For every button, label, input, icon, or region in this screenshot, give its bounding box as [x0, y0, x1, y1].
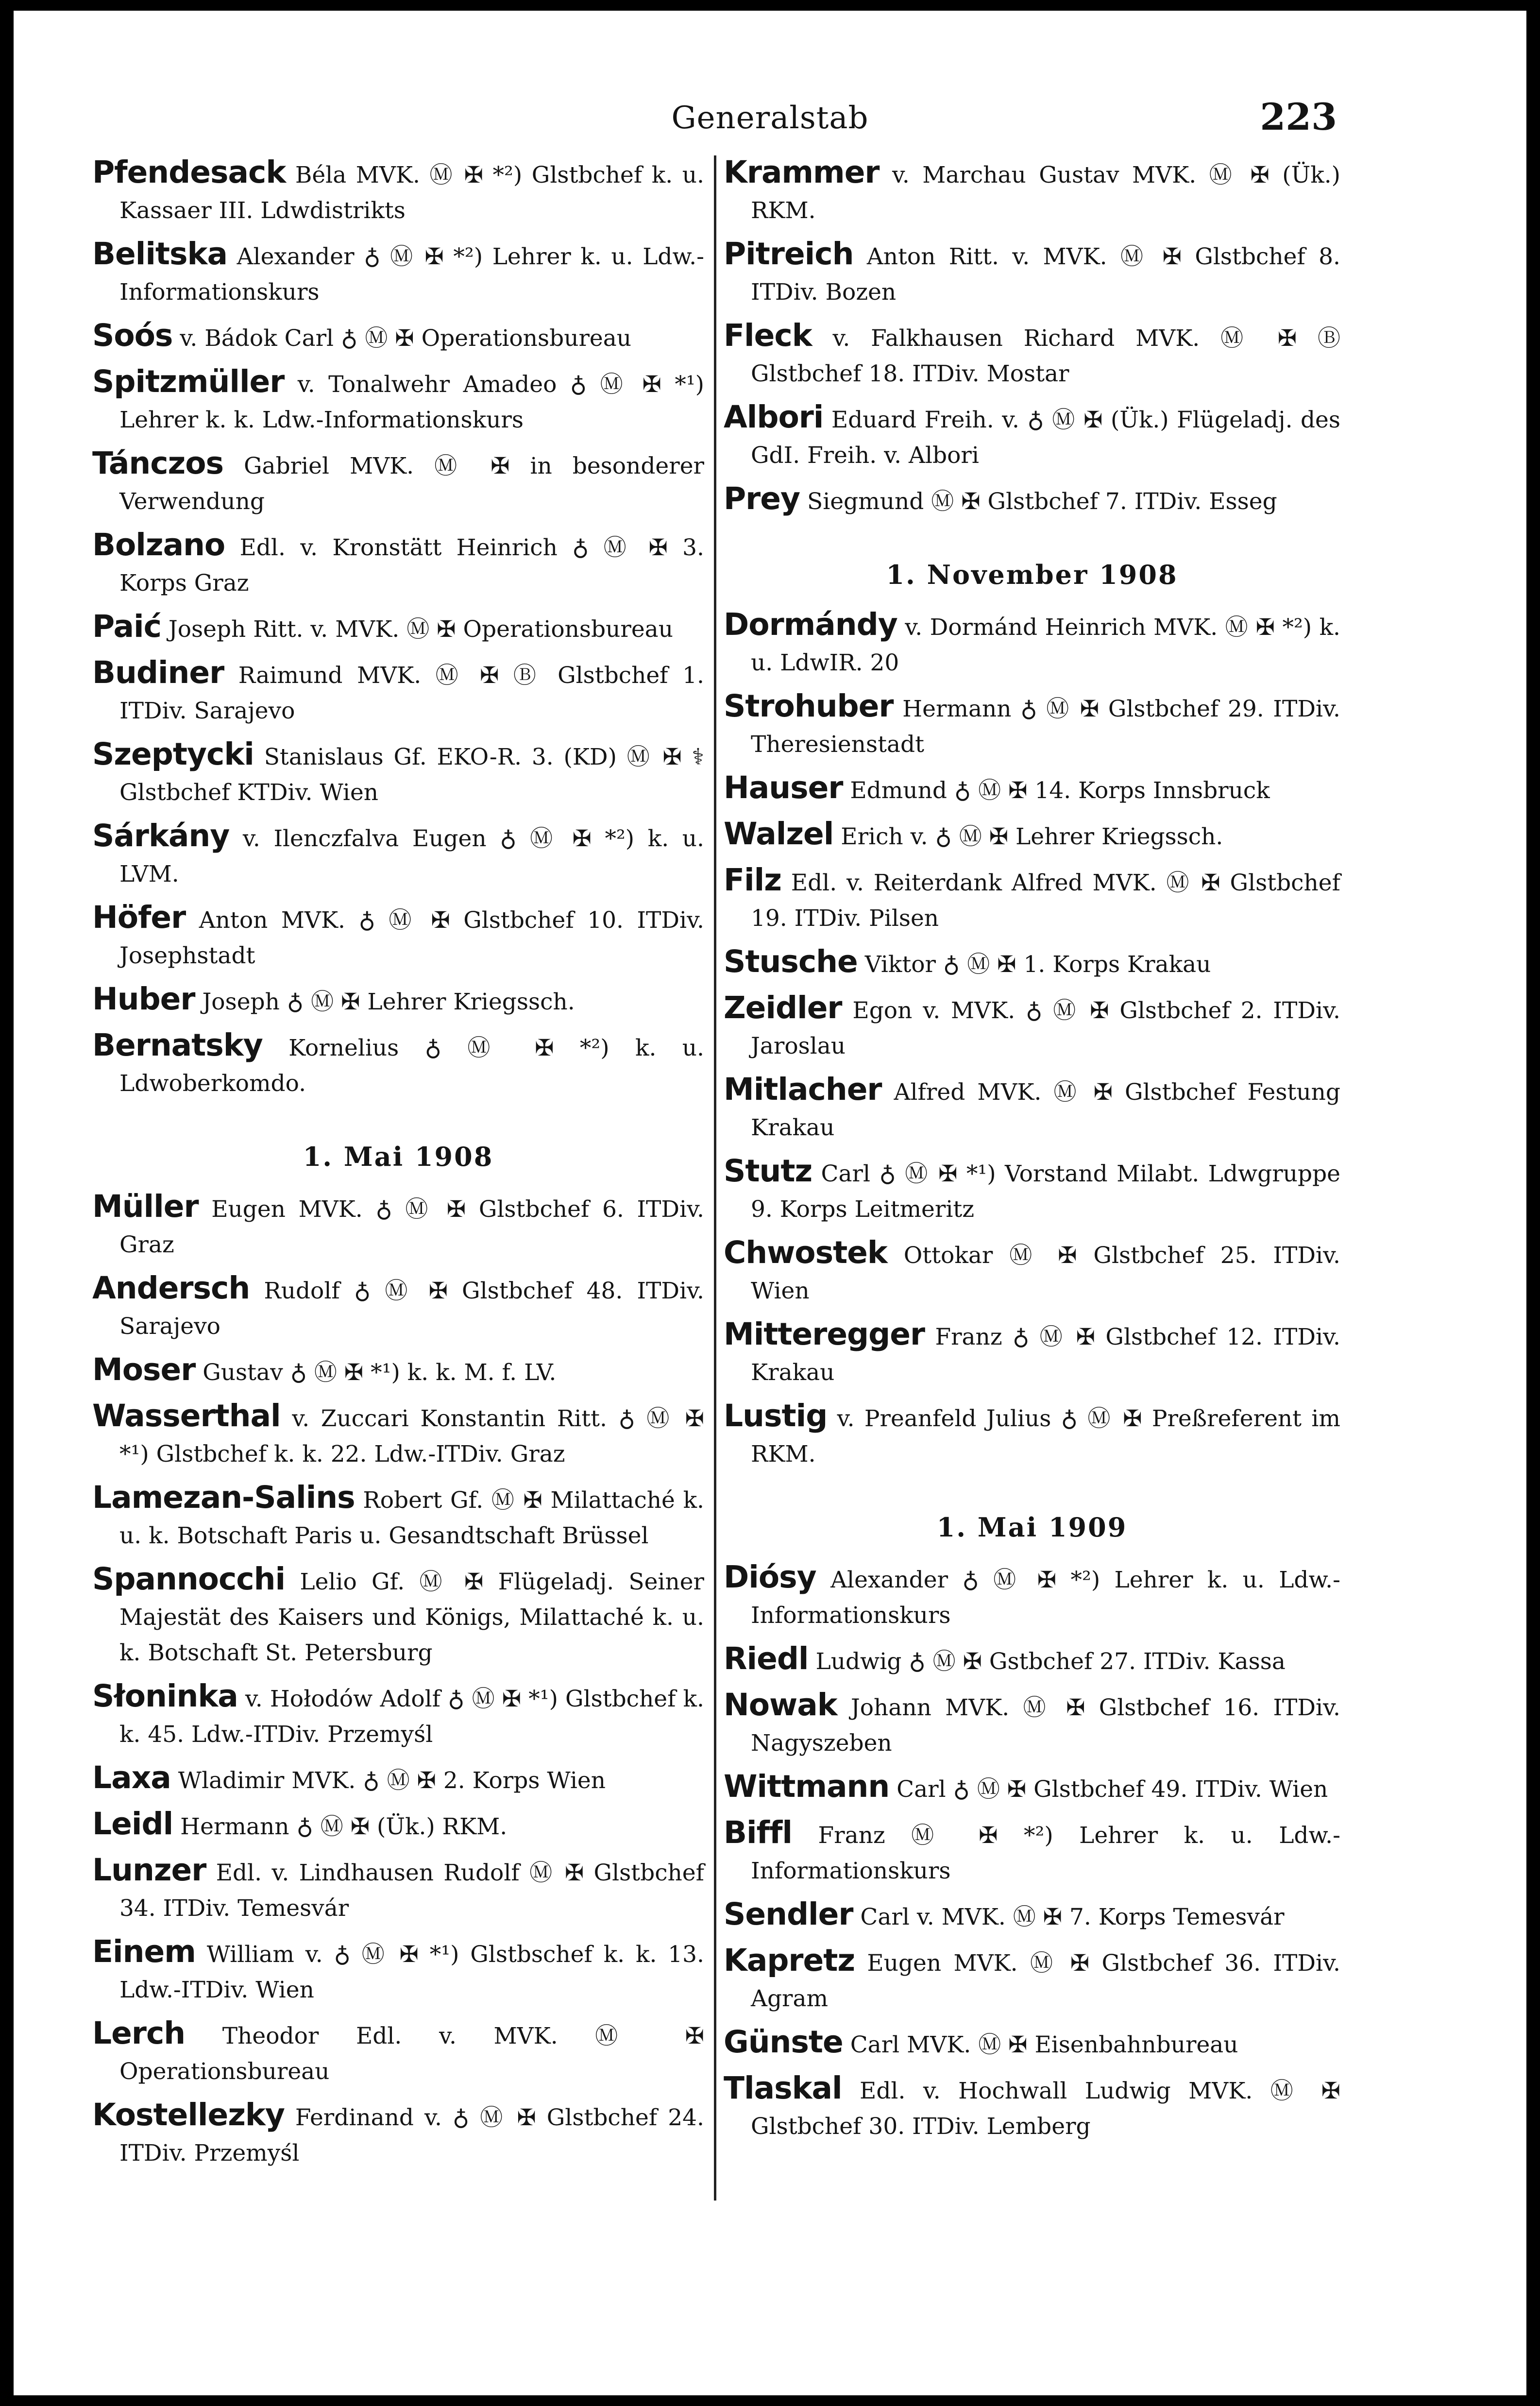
entry-surname: Fleck — [724, 318, 812, 353]
entry-details: Wladimir MVK. ♁ Ⓜ ✠ 2. Korps Wien — [178, 1767, 606, 1794]
entry-details: Franz Ⓜ ✠ *²) Lehrer k. u. Ldw.-Informationskurs — [751, 1822, 1340, 1884]
entry-details: Edl. v. Reiterdank Alfred MVK. Ⓜ ✠ Glstbchef 19. ITDiv. Pilsen — [751, 870, 1340, 932]
entry-surname: Moser — [92, 1352, 196, 1387]
roster-entry — [92, 1678, 704, 1752]
roster-entry — [92, 1852, 704, 1926]
roster-entry — [724, 1769, 1340, 1807]
entry-details: Anton MVK. ♁ Ⓜ ✠ Glstbchef 10. ITDiv. Josephstadt — [119, 907, 704, 969]
roster-entry — [92, 1352, 704, 1390]
roster-entry — [92, 609, 704, 647]
entry-surname: Spannocchi — [92, 1561, 286, 1597]
entry-details: Erich v. ♁ Ⓜ ✠ Lehrer Kriegssch. — [841, 823, 1223, 850]
entry-surname: Lamezan-Salins — [92, 1480, 355, 1515]
roster-entry — [92, 445, 704, 519]
roster-entry — [724, 154, 1340, 228]
roster-entry — [92, 1480, 704, 1553]
running-head: Generalstab — [671, 100, 869, 136]
roster-entry — [724, 399, 1340, 473]
entry-surname: Chwostek — [724, 1235, 887, 1270]
entry-details: v. Bádok Carl ♁ Ⓜ ✠ Operationsbureau — [180, 325, 632, 352]
roster-entry — [724, 1559, 1340, 1633]
entry-surname: Zeidler — [724, 990, 842, 1025]
entry-details: Johann MVK. Ⓜ ✠ Glstbchef 16. ITDiv. Nagyszeben — [751, 1694, 1340, 1757]
entry-details: Robert Gf. Ⓜ ✠ Milattaché k. u. k. Botschaft Paris u. Gesandtschaft Brüssel — [119, 1487, 704, 1549]
entry-surname: Tánczos — [92, 445, 224, 481]
entry-surname: Riedl — [724, 1641, 809, 1676]
roster-entry — [724, 1896, 1340, 1935]
entry-details: Lelio Gf. Ⓜ ✠ Flügeladj. Seiner Majestät des Kaisers und Königs, Milattaché k. u. k. Botschaft St. Petersburg — [119, 1569, 704, 1666]
roster-entry — [724, 1316, 1340, 1390]
entry-surname: Lunzer — [92, 1852, 206, 1888]
entry-details: v. Hołodów Adolf ♁ Ⓜ ✠ *¹) Glstbchef k. k. 45. Ldw.-ITDiv. Przemyśl — [119, 1686, 704, 1748]
entry-surname: Prey — [724, 481, 800, 516]
roster-entry — [724, 1072, 1340, 1145]
entry-surname: Kostellezky — [92, 2097, 285, 2133]
entry-details: Eduard Freih. v. ♁ Ⓜ ✠ (Ük.) Flügeladj. des GdI. Freih. v. Albori — [751, 407, 1340, 469]
entry-details: Alexander ♁ Ⓜ ✠ *²) Lehrer k. u. Ldw.-Informationskurs — [119, 243, 704, 306]
entry-details: William v. ♁ Ⓜ ✠ *¹) Glstbschef k. k. 13. Ldw.-ITDiv. Wien — [119, 1941, 704, 2003]
entry-details: Joseph Ritt. v. MVK. Ⓜ ✠ Operationsbureau — [168, 616, 673, 643]
entry-surname: Soós — [92, 318, 173, 353]
roster-entry — [92, 318, 704, 356]
roster-entry — [724, 2024, 1340, 2063]
entry-details: Franz ♁ Ⓜ ✠ Glstbchef 12. ITDiv. Krakau — [751, 1324, 1340, 1386]
entry-surname: Nowak — [724, 1687, 837, 1723]
entry-details: Gabriel MVK. Ⓜ ✠ in besonderer Verwendung — [119, 453, 704, 515]
roster-entry — [724, 236, 1340, 310]
entry-details: Edl. v. Hochwall Ludwig MVK. Ⓜ ✠ Glstbchef 30. ITDiv. Lemberg — [751, 2078, 1340, 2140]
entry-surname: Pfendesack — [92, 154, 286, 190]
roster-entry — [92, 1027, 704, 1101]
entry-details: Rudolf ♁ Ⓜ ✠ Glstbchef 48. ITDiv. Sarajevo — [119, 1278, 704, 1340]
roster-entry — [92, 1398, 704, 1472]
entry-details: v. Tonalwehr Amadeo ♁ Ⓜ ✠ *¹) Lehrer k. k. Ldw.-Informationskurs — [119, 371, 704, 433]
entry-surname: Szeptycki — [92, 736, 254, 772]
entry-surname: Spitzmüller — [92, 364, 285, 399]
roster-entry — [724, 1687, 1340, 1761]
entry-surname: Andersch — [92, 1270, 250, 1306]
entry-details: Raimund MVK. Ⓜ ✠ Ⓑ Glstbchef 1. ITDiv. Sarajevo — [119, 662, 704, 724]
section-heading: 1. Mai 1909 — [936, 1512, 1128, 1543]
entry-details: v. Dormánd Heinrich MVK. Ⓜ ✠ *²) k. u. LdwIR. 20 — [751, 614, 1340, 676]
entry-surname: Diósy — [724, 1559, 816, 1595]
entry-surname: Hauser — [724, 770, 843, 805]
roster-entry — [92, 736, 704, 810]
entry-surname: Leidl — [92, 1806, 173, 1842]
entry-surname: Pitreich — [724, 236, 854, 272]
roster-entry — [92, 1270, 704, 1344]
entry-surname: Dormándy — [724, 607, 897, 642]
entry-details: Ludwig ♁ Ⓜ ✠ Gstbchef 27. ITDiv. Kassa — [815, 1648, 1286, 1675]
entry-surname: Walzel — [724, 816, 834, 852]
entry-details: Hermann ♁ Ⓜ ✠ (Ük.) RKM. — [180, 1813, 508, 1840]
entry-surname: Mitteregger — [724, 1316, 925, 1352]
entry-details: Edl. v. Lindhausen Rudolf Ⓜ ✠ Glstbchef 34. ITDiv. Temesvár — [119, 1860, 704, 1922]
entry-details: Joseph ♁ Ⓜ ✠ Lehrer Kriegssch. — [202, 989, 575, 1015]
entry-surname: Wittmann — [724, 1769, 890, 1804]
entry-surname: Stusche — [724, 944, 858, 979]
entry-details: Eugen MVK. Ⓜ ✠ Glstbchef 36. ITDiv. Agram — [751, 1950, 1340, 2012]
roster-entry — [724, 990, 1340, 1064]
entry-details: Carl ♁ Ⓜ ✠ Glstbchef 49. ITDiv. Wien — [897, 1776, 1328, 1803]
entry-surname: Höfer — [92, 900, 186, 935]
entry-details: Kornelius ♁ Ⓜ ✠ *²) k. u. Ldwoberkomdo. — [119, 1035, 704, 1097]
entry-details: Carl v. MVK. Ⓜ ✠ 7. Korps Temesvár — [860, 1904, 1285, 1930]
entry-details: Edmund ♁ Ⓜ ✠ 14. Korps Innsbruck — [850, 777, 1270, 804]
entry-details: Anton Ritt. v. MVK. Ⓜ ✠ Glstbchef 8. ITDiv. Bozen — [751, 243, 1340, 306]
roster-entry — [724, 2070, 1340, 2144]
entry-details: Egon v. MVK. ♁ Ⓜ ✠ Glstbchef 2. ITDiv. Jaroslau — [751, 997, 1340, 1059]
entry-surname: Słoninka — [92, 1678, 238, 1714]
entry-details: Hermann ♁ Ⓜ ✠ Glstbchef 29. ITDiv. Theresienstadt — [751, 696, 1340, 758]
roster-entry — [724, 481, 1340, 519]
entry-details: Ottokar Ⓜ ✠ Glstbchef 25. ITDiv. Wien — [751, 1242, 1340, 1304]
entry-surname: Paić — [92, 609, 161, 644]
entry-surname: Laxa — [92, 1760, 171, 1795]
entry-details: v. Preanfeld Julius ♁ Ⓜ ✠ Preßreferent im RKM. — [751, 1405, 1340, 1467]
entry-surname: Sárkány — [92, 818, 230, 853]
entry-details: v. Falkhausen Richard MVK. Ⓜ ✠ Ⓑ Glstbchef 18. ITDiv. Mostar — [751, 325, 1340, 387]
roster-entry — [724, 1641, 1340, 1679]
entry-surname: Bolzano — [92, 527, 225, 563]
entry-details: v. Marchau Gustav MVK. Ⓜ ✠ (Ük.) RKM. — [751, 162, 1340, 224]
roster-entry — [92, 364, 704, 438]
entry-details: Carl ♁ Ⓜ ✠ *¹) Vorstand Milabt. Ldwgruppe 9. Korps Leitmeritz — [751, 1160, 1340, 1223]
roster-entry — [92, 2097, 704, 2171]
right-column — [724, 154, 1340, 2152]
roster-entry — [724, 607, 1340, 681]
entry-surname: Belitska — [92, 236, 227, 272]
roster-entry — [92, 1189, 704, 1263]
entry-details: v. Zuccari Konstantin Ritt. ♁ Ⓜ ✠ *¹) Glstbchef k. k. 22. Ldw.-ITDiv. Graz — [119, 1405, 705, 1467]
roster-entry — [724, 862, 1340, 936]
roster-entry — [92, 655, 704, 729]
roster-entry — [92, 1934, 704, 2008]
roster-entry — [724, 1943, 1340, 2016]
entry-surname: Günste — [724, 2024, 843, 2060]
roster-entry — [724, 318, 1340, 392]
entry-surname: Kapretz — [724, 1943, 855, 1978]
roster-entry — [724, 1235, 1340, 1309]
column-divider — [714, 155, 716, 2201]
roster-entry — [92, 1760, 704, 1798]
section-heading: 1. November 1908 — [886, 559, 1178, 590]
roster-entry — [724, 1815, 1340, 1889]
entry-surname: Sendler — [724, 1896, 853, 1932]
entry-details: Siegmund Ⓜ ✠ Glstbchef 7. ITDiv. Esseg — [807, 488, 1277, 515]
entry-surname: Lerch — [92, 2015, 186, 2051]
entry-surname: Huber — [92, 981, 195, 1017]
roster-entry — [92, 236, 704, 310]
roster-entry — [724, 688, 1340, 762]
entry-surname: Bernatsky — [92, 1027, 263, 1063]
entry-surname: Biffl — [724, 1815, 793, 1850]
entry-details: Edl. v. Kronstätt Heinrich ♁ Ⓜ ✠ 3. Korps Graz — [119, 534, 704, 597]
roster-entry — [92, 1806, 704, 1844]
entry-details: v. Ilenczfalva Eugen ♁ Ⓜ ✠ *²) k. u. LVM. — [119, 825, 704, 887]
entry-surname: Filz — [724, 862, 781, 898]
entry-surname: Mitlacher — [724, 1072, 882, 1107]
roster-entry — [92, 527, 704, 601]
entry-surname: Strohuber — [724, 688, 894, 724]
page-number: 223 — [1260, 95, 1337, 138]
roster-entry — [724, 816, 1340, 854]
roster-entry — [92, 1561, 704, 1671]
entry-details: Béla MVK. Ⓜ ✠ *²) Glstbchef k. u. Kassaer III. Ldwdistrikts — [119, 162, 704, 224]
roster-entry — [92, 900, 704, 973]
roster-entry — [724, 1398, 1340, 1472]
entry-details: Alexander ♁ Ⓜ ✠ *²) Lehrer k. u. Ldw.-Informationskurs — [751, 1567, 1340, 1629]
entry-details: Eugen MVK. ♁ Ⓜ ✠ Glstbchef 6. ITDiv. Graz — [119, 1196, 704, 1258]
entry-details: Carl MVK. Ⓜ ✠ Eisenbahnbureau — [850, 2031, 1238, 2058]
section-heading: 1. Mai 1908 — [303, 1141, 494, 1172]
entry-details: Theodor Edl. v. MVK. Ⓜ ✠ Operationsbureau — [119, 2023, 704, 2085]
entry-surname: Tlaskal — [724, 2070, 842, 2106]
entry-surname: Lustig — [724, 1398, 828, 1433]
entry-surname: Krammer — [724, 154, 880, 190]
left-column — [92, 154, 704, 2179]
entry-surname: Albori — [724, 399, 824, 435]
entry-details: Viktor ♁ Ⓜ ✠ 1. Korps Krakau — [864, 951, 1211, 978]
entry-details: Stanislaus Gf. EKO-R. 3. (KD) Ⓜ ✠ ⚕ Glstbchef KTDiv. Wien — [119, 744, 704, 806]
roster-entry — [92, 981, 704, 1020]
entry-surname: Wasserthal — [92, 1398, 281, 1433]
roster-entry — [724, 1153, 1340, 1227]
entry-details: Gustav ♁ Ⓜ ✠ *¹) k. k. M. f. LV. — [203, 1359, 557, 1386]
roster-entry — [92, 154, 704, 228]
entry-details: Ferdinand v. ♁ Ⓜ ✠ Glstbchef 24. ITDiv. Przemyśl — [119, 2104, 704, 2167]
entry-surname: Budiner — [92, 655, 224, 690]
entry-details: Alfred MVK. Ⓜ ✠ Glstbchef Festung Krakau — [751, 1079, 1340, 1141]
entry-surname: Stutz — [724, 1153, 812, 1189]
roster-entry — [724, 770, 1340, 808]
entry-surname: Einem — [92, 1934, 196, 1969]
entry-surname: Müller — [92, 1189, 199, 1224]
roster-entry — [724, 944, 1340, 982]
roster-entry — [92, 818, 704, 892]
roster-entry — [92, 2015, 704, 2089]
